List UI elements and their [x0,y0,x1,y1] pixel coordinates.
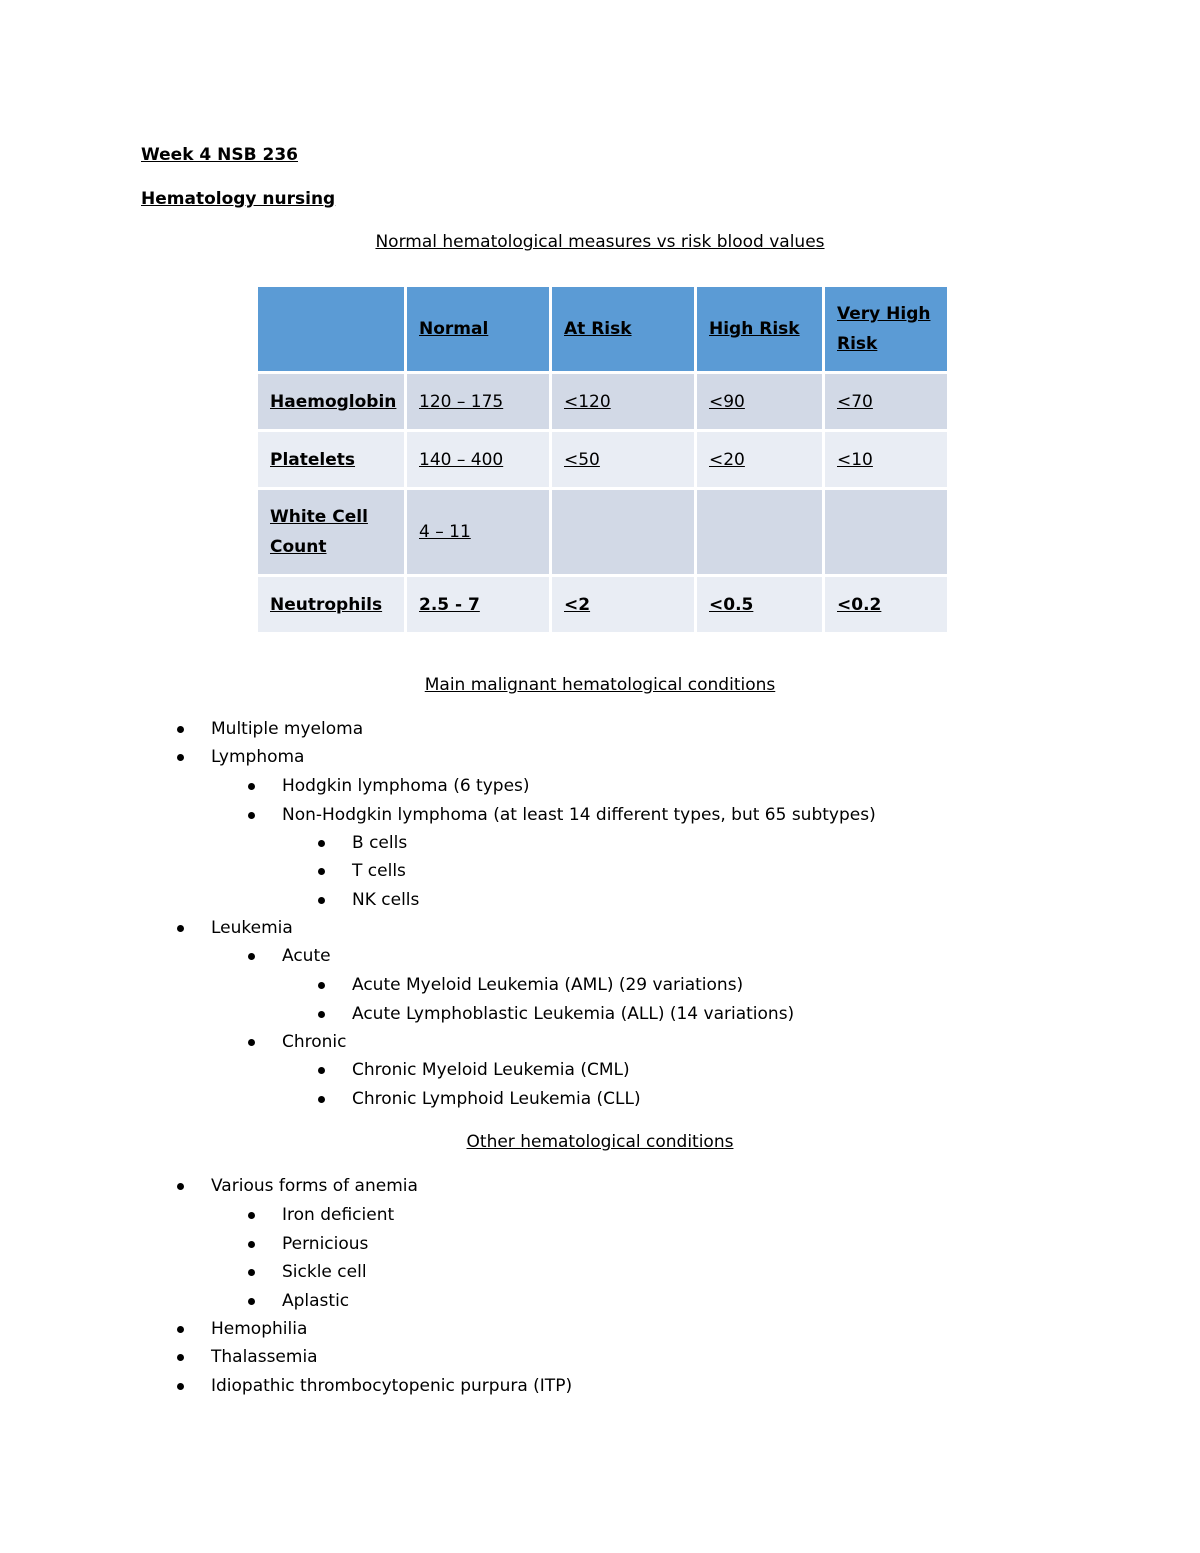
table-row [258,432,947,487]
other-section-title: Other hematological conditions [466,1132,734,1152]
list-item: B cells [352,833,408,853]
table-cell: 120 – 175 [407,374,549,429]
table-cell: <20 [697,432,822,487]
list-item: Thalassemia [211,1347,318,1367]
malignant-section-title: Main malignant hematological conditions [424,675,776,695]
row-label-platelets: Platelets [258,432,404,487]
document-title: Week 4 NSB 236 [141,145,299,165]
table-cell: <0.2 [825,577,947,632]
row-label-neutrophils: Neutrophils [258,577,404,632]
list-item: Chronic Myeloid Leukemia (CML) [352,1060,630,1080]
list-item: Non-Hodgkin lymphoma (at least 14 different types, but 65 subtypes) [282,805,876,825]
list-item: Acute [282,946,331,966]
list-item: Hodgkin lymphoma (6 types) [282,776,530,796]
table-row [258,577,947,632]
list-item: NK cells [352,890,420,910]
list-item: Iron deficient [282,1205,395,1225]
risk-values-table [255,284,950,635]
list-item: Acute Myeloid Leukemia (AML) (29 variations) [352,975,744,995]
header-cell-very-high-risk: Very High Risk [825,287,947,371]
table-cell: <10 [825,432,947,487]
document-subtitle: Hematology nursing [141,189,336,209]
list-item: T cells [352,861,406,881]
table-cell [552,490,694,574]
table-cell: <50 [552,432,694,487]
header-cell-high-risk: High Risk [697,287,822,371]
list-item: Leukemia [211,918,293,938]
table-row [258,490,947,574]
table-cell [697,490,822,574]
table-cell: <90 [697,374,822,429]
table-title: Normal hematological measures vs risk blood values [375,232,825,252]
table-row [258,374,947,429]
row-label-white-cell-count: White Cell Count [258,490,404,574]
list-item: Multiple myeloma [211,719,364,739]
table-cell: 2.5 - 7 [407,577,549,632]
table-cell: <70 [825,374,947,429]
table-cell: <120 [552,374,694,429]
header-cell-at-risk: At Risk [552,287,694,371]
list-item: Hemophilia [211,1319,308,1339]
table-cell: <0.5 [697,577,822,632]
list-item: Aplastic [282,1291,350,1311]
list-item: Idiopathic thrombocytopenic purpura (ITP) [211,1376,573,1396]
header-cell-normal: Normal [407,287,549,371]
table-cell [825,490,947,574]
list-item: Chronic [282,1032,347,1052]
table-cell: <2 [552,577,694,632]
list-item: Chronic Lymphoid Leukemia (CLL) [352,1089,641,1109]
table-header-row [258,287,947,371]
list-item: Various forms of anemia [211,1176,418,1196]
list-item: Sickle cell [282,1262,367,1282]
table-cell: 140 – 400 [407,432,549,487]
list-item: Acute Lymphoblastic Leukemia (ALL) (14 variations) [352,1004,795,1024]
header-cell-empty [258,287,404,371]
list-item: Lymphoma [211,747,305,767]
list-item: Pernicious [282,1234,369,1254]
row-label-haemoglobin: Haemoglobin [258,374,404,429]
table-cell: 4 – 11 [407,490,549,574]
